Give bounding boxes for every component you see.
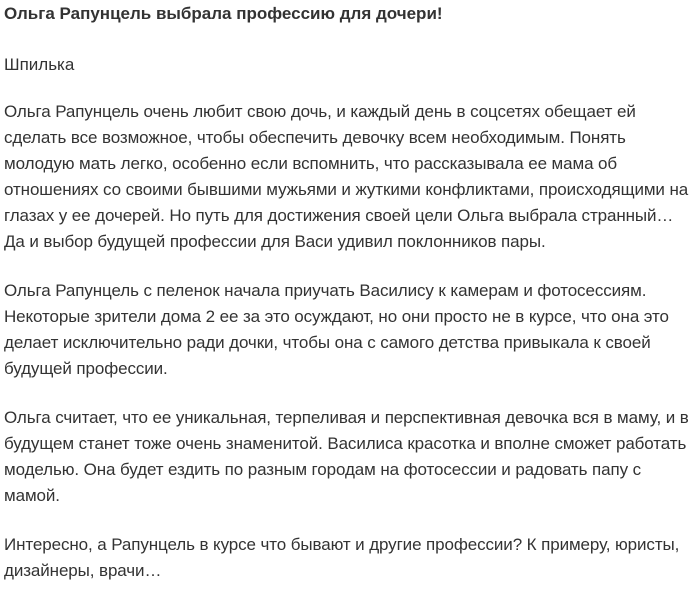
article-source: Шпилька [4,55,75,74]
article-paragraph: Интересно, а Рапунцель в курсе что бывают и другие профессии? К примеру, юристы, дизайнеры, врачи… [4,535,680,580]
article-paragraph: Ольга Рапунцель с пеленок начала приучать Василису к камерам и фотосессиям. Некоторые зрители дома 2 ее за это осуждают, но они просто не в курсе, что она это делает исключительно ради дочки, чтобы она с самого детства привыкала к своей будущей профессии. [4,281,669,378]
article-paragraph: Ольга считает, что ее уникальная, терпеливая и перспективная девочка вся в маму, и в будущем станет тоже очень знаменитой. Василиса красотка и вполне сможет работать моделью. Она будет ездить по разным городам на фотосессии и радовать папу с мамой. [4,408,689,505]
article-paragraph: Ольга Рапунцель очень любит свою дочь, и каждый день в соцсетях обещает ей сделать все возможное, чтобы обеспечить девочку всем необходимым. Понять молодую мать легко, особенно если вспомнить, что рассказывала ее мама об отношениях со своими бывшими мужьями и жуткими конфликтами, происходящими на глазах у ее дочерей. Но путь для достижения своей цели Ольга выбрала странный… Да и выбор будущей профессии для Васи удивил поклонников пары. [4,102,689,251]
article-title: Ольга Рапунцель выбрала профессию для дочери! [4,4,443,23]
